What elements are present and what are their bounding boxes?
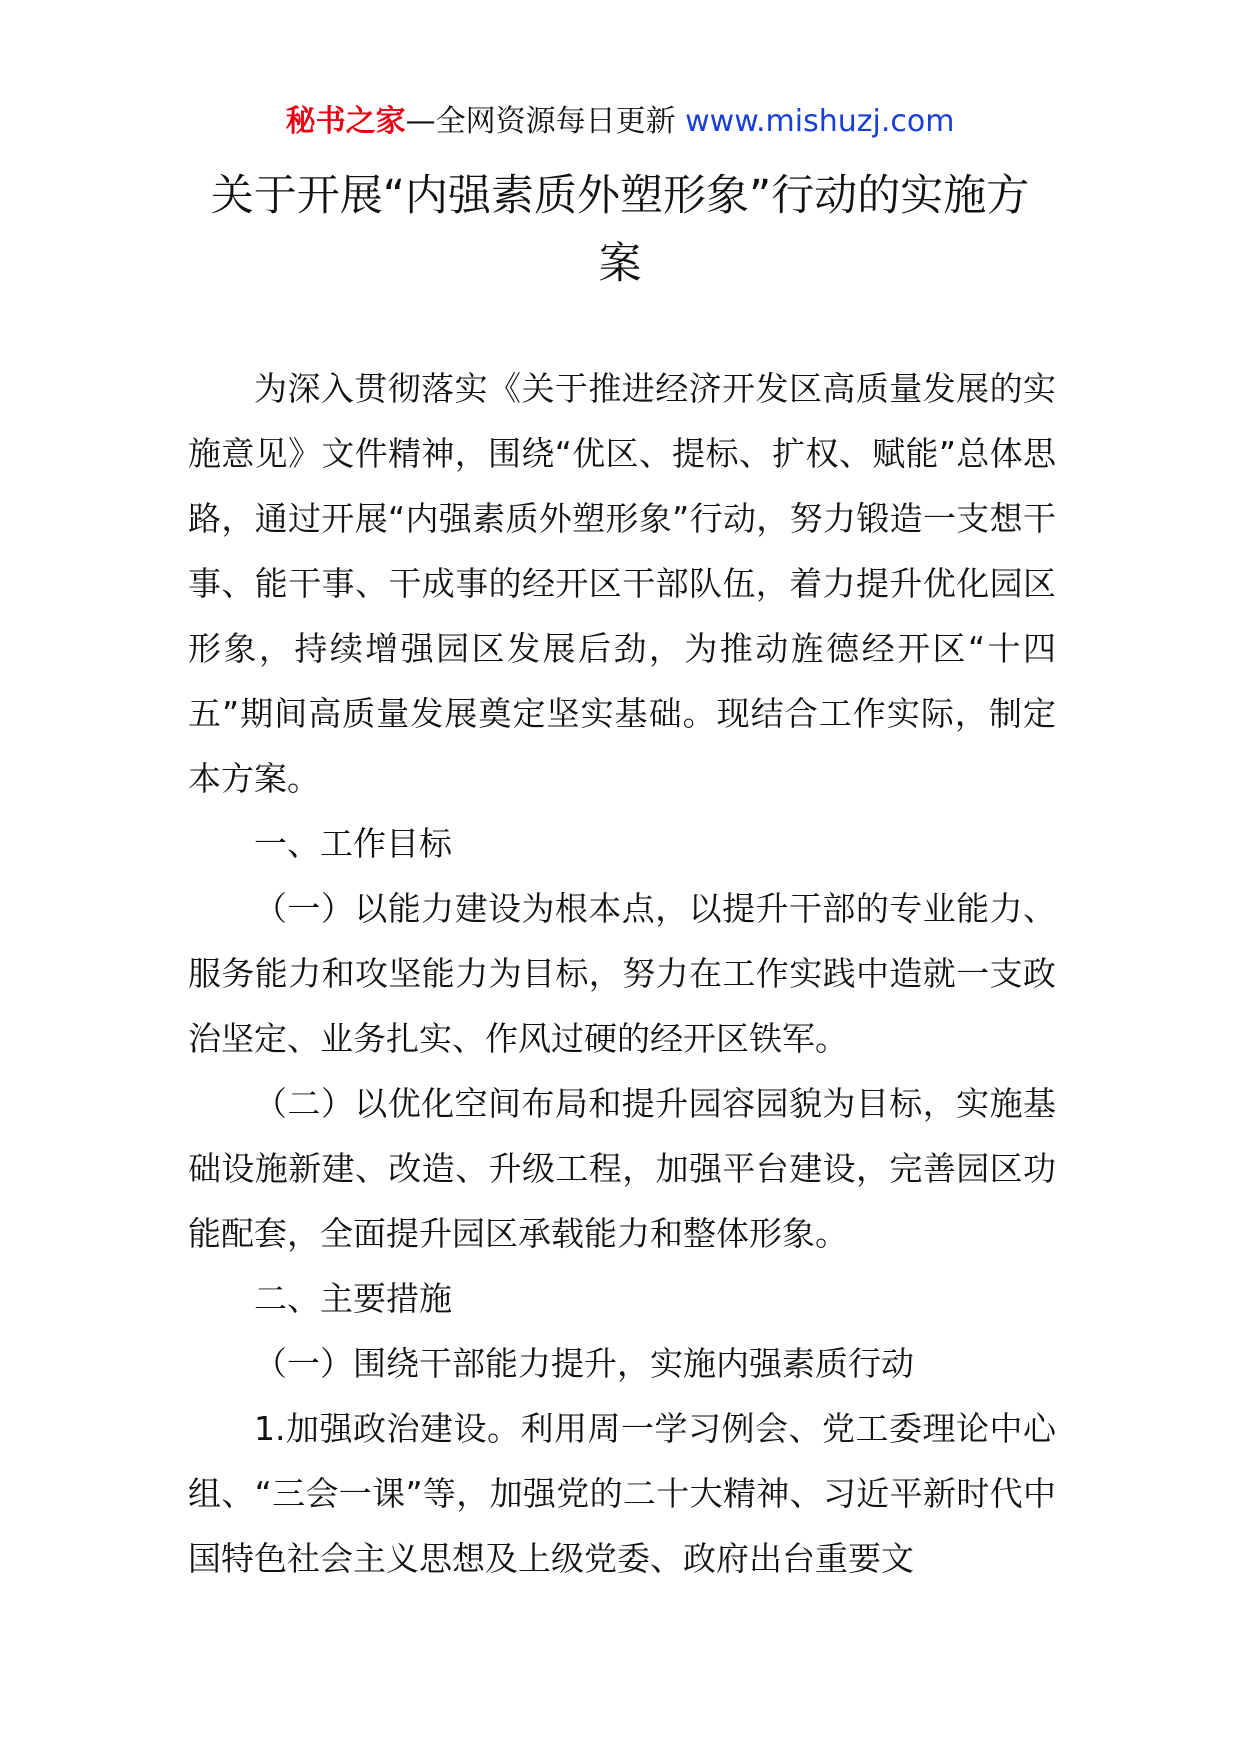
document-title: 关于开展“内强素质外塑形象”行动的实施方案 — [210, 171, 1030, 289]
measure-paragraph-1: 1.加强政治建设。利用周一学习例会、党工委理论中心组、“三会一课”等，加强党的二十大精神、习近平新时代中国特色社会主义思想及上级党委、政府出台重要文 — [188, 1409, 1056, 1578]
section-heading-goals: 一、工作目标 — [254, 824, 452, 863]
goal-paragraph-1: （一）以能力建设为根本点，以提升干部的专业能力、服务能力和攻坚能力为目标，努力在工作实践中造就一支政治坚定、业务扎实、作风过硬的经开区铁军。 — [188, 889, 1056, 1058]
document-body — [188, 356, 1056, 1591]
site-header — [0, 100, 1240, 144]
goal-paragraph-2: （二）以优化空间布局和提升园容园貌为目标，实施基础设施新建、改造、升级工程，加强平台建设，完善园区功能配套，全面提升园区承载能力和整体形象。 — [188, 1084, 1056, 1253]
intro-paragraph: 为深入贯彻落实《关于推进经济开发区高质量发展的实施意见》文件精神，围绕“优区、提标、扩权、赋能”总体思路，通过开展“内强素质外塑形象”行动，努力锻造一支想干事、能干事、干成事的经开区干部队伍，着力提升优化园区形象，持续增强园区发展后劲，为推动旌德经开区“十四五”期间高质量发展奠定坚实基础。现结合工作实际，制定本方案。 — [188, 369, 1056, 798]
site-slogan: —全网资源每日更新 — [405, 104, 686, 139]
subsection-heading-1: （一）围绕干部能力提升，实施内强素质行动 — [254, 1344, 914, 1383]
site-brand: 秘书之家 — [285, 104, 406, 139]
section-heading-measures: 二、主要措施 — [254, 1279, 452, 1318]
site-url-link[interactable]: www.mishuzj.com — [685, 104, 955, 139]
